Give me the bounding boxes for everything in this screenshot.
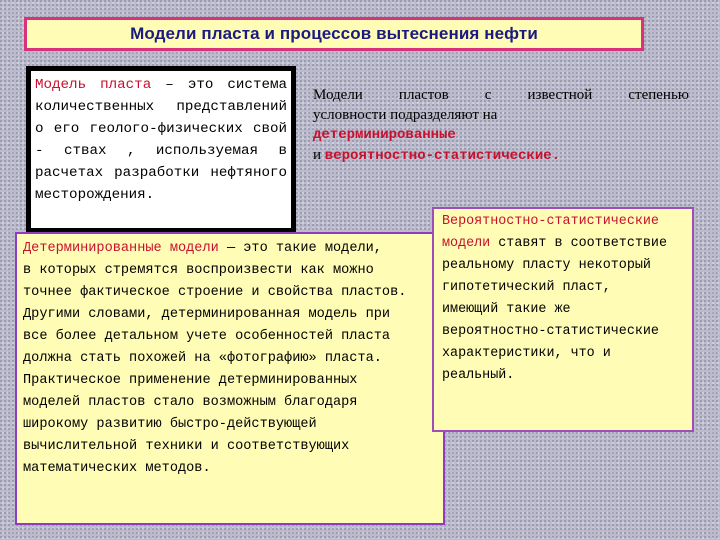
deterministic-line: в которых стремятся воспроизвести как можно [23, 263, 374, 278]
classification-line4-prefix: и [313, 147, 325, 163]
classification-line4 [313, 145, 689, 166]
deterministic-line: вычислительной техники и соответствующих [23, 439, 350, 454]
title-box [24, 17, 644, 51]
deterministic-line1-rest: — это такие модели, [218, 241, 382, 256]
classification-word: степенью [628, 87, 689, 103]
classification-word: пластов [398, 87, 449, 103]
deterministic-line: должна стать похожей на «фотографию» пласта. [23, 351, 382, 366]
deterministic-line: Другими словами, детерминированная модель при [23, 307, 391, 322]
probabilistic-box [432, 207, 694, 432]
classification-deterministic: детерминированные [313, 127, 456, 143]
deterministic-term: Детерминированные модели [23, 241, 219, 256]
probabilistic-line: характеристики, что и [442, 346, 611, 361]
probabilistic-line [442, 233, 692, 255]
classification-probabilistic: вероятностно-статистические. [324, 148, 561, 164]
classification-word: известной [527, 87, 593, 103]
classification-line1 [313, 85, 689, 105]
probabilistic-line: реальный. [442, 368, 515, 383]
deterministic-line: все более детальном учете особенностей пласта [23, 329, 391, 344]
deterministic-line: математических методов. [23, 461, 211, 476]
definition-text: – это система количественных представлений о его геолого-физических свой - ствах , используемая в расчетах разработки нефтяного месторождения. [35, 77, 287, 203]
definition-term: Модель пласта [35, 77, 152, 93]
deterministic-line: широкому развитию быстро-действующей [23, 417, 317, 432]
deterministic-box [15, 232, 445, 525]
probabilistic-line: имеющий такие же [442, 302, 571, 317]
deterministic-line: моделей пластов стало возможным благодаря [23, 395, 358, 410]
probabilistic-term-2: модели [442, 236, 491, 251]
probabilistic-line2-rest: ставят в соответствие [490, 236, 668, 251]
deterministic-line: точнее фактическое строение и свойства пластов. [23, 285, 407, 300]
definition-box [26, 66, 296, 233]
probabilistic-term: Вероятностно-статистические [442, 214, 659, 229]
classification-word: Модели [313, 87, 363, 103]
probabilistic-line: реальному пласту некоторый [442, 258, 651, 273]
classification-word: с [484, 87, 492, 103]
classification-text [313, 85, 689, 166]
classification-line2: условности подразделяют на [313, 107, 498, 123]
slide-title: Модели пласта и процессов вытеснения нефти [130, 24, 538, 43]
deterministic-line [23, 238, 443, 260]
deterministic-line: Практическое применение детерминированных [23, 373, 358, 388]
probabilistic-line: вероятностно-статистические [442, 324, 659, 339]
probabilistic-line: гипотетический пласт, [442, 280, 611, 295]
